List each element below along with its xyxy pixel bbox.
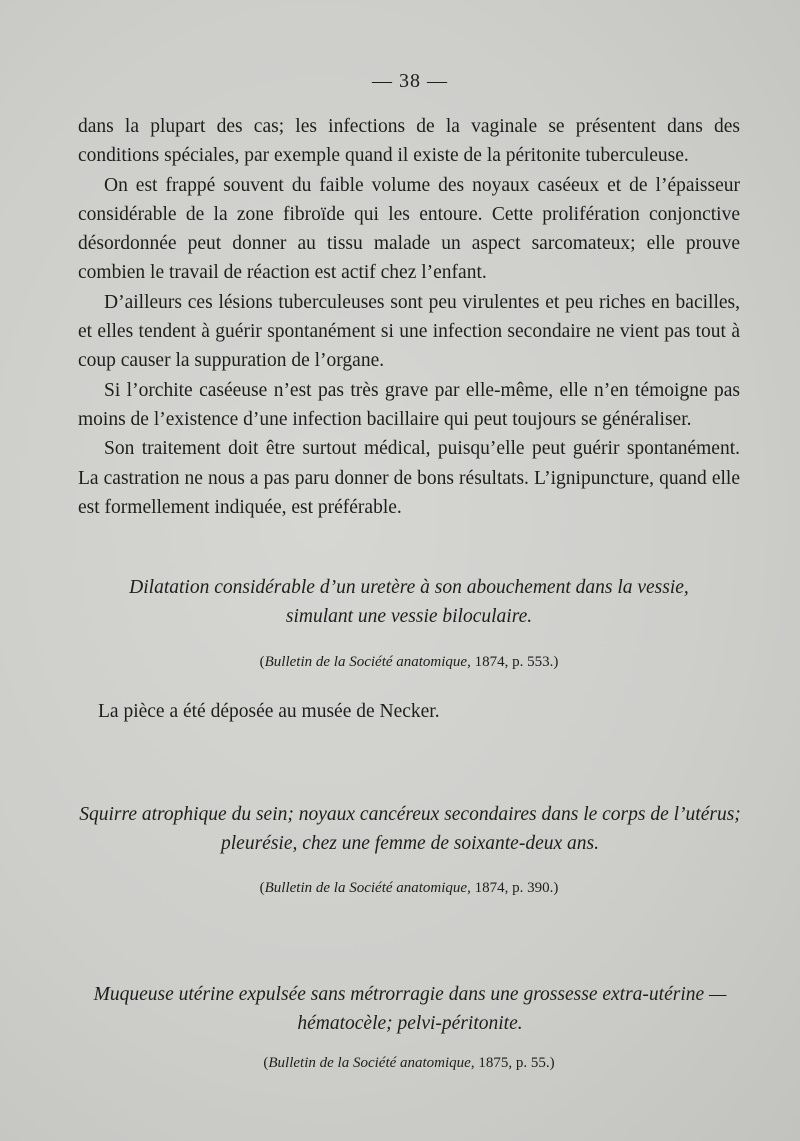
citation-2-open: ( [259, 880, 265, 896]
section-title-1 [78, 573, 740, 631]
citation-2-journal: Bulletin de la Société anatomique [264, 880, 468, 896]
paragraph-5: Son traitement doit être surtout médical, puisqu’elle peut guérir spontanément. La castration ne nous a pas paru donner de bons résultats. L’ignipuncture, quand elle est formellement indiquée, est préférable. [78, 438, 740, 518]
page-number: — 38 — [372, 70, 448, 92]
section-title-3 [72, 980, 748, 1038]
citation-2 [78, 880, 740, 897]
paragraph-4: Si l’orchite caséeuse n’est pas très grave par elle-même, elle n’en témoigne pas moins de l’existence d’une infection bacillaire qui peut toujours se généraliser. [78, 379, 740, 430]
section-title-2 [72, 800, 748, 858]
citation-2-rest: , 1874, p. 390.) [467, 880, 559, 896]
body-text [78, 112, 740, 522]
section-title-2-line-2: pleurésie, chez une femme de soixante-deux ans. [221, 833, 599, 854]
section-title-3-line-1: Muqueuse utérine expulsée sans métrorragie dans une grossesse extra-utérine — [93, 984, 727, 1005]
section-title-1-line-1: Dilatation considérable d’un uretère à son abouchement dans la vessie, [129, 577, 689, 598]
section-1-note: La pièce a été déposée au musée de Necker. [98, 701, 440, 722]
citation-1 [78, 654, 740, 671]
citation-3-journal: Bulletin de la Société anatomique [268, 1055, 471, 1071]
citation-1-journal: Bulletin de la Société anatomique [264, 654, 468, 670]
section-title-1-line-2: simulant une vessie biloculaire. [285, 606, 533, 627]
citation-1-rest: , 1874, p. 553.) [467, 654, 559, 670]
paragraph-1: dans la plupart des cas; les infections de la vaginale se présentent dans des conditions spéciales, par exemple quand il existe de la péritonite tuberculeuse. [78, 116, 740, 167]
section-title-2-line-1: Squirre atrophique du sein; noyaux cancéreux secondaires dans le corps de l’utérus; [79, 804, 741, 825]
citation-3-rest: , 1875, p. 55.) [470, 1055, 555, 1071]
citation-1-open: ( [259, 654, 265, 670]
citation-3-open: ( [263, 1055, 269, 1071]
paragraph-3: D’ailleurs ces lésions tuberculeuses sont peu virulentes et peu riches en bacilles, et elles tendent à guérir spontanément si une infection secondaire ne vient pas tout à coup causer la suppuration de l’organe. [78, 291, 740, 372]
citation-3 [78, 1055, 740, 1072]
section-title-3-line-2: hématocèle; pelvi-péritonite. [297, 1013, 523, 1034]
paragraph-2: On est frappé souvent du faible volume des noyaux caséeux et de l’épaisseur considérable de la zone fibroïde qui les entoure. Cette prolifération conjonctive désordonnée peut donner au tissu malade un aspect sarcomateux; elle prouve combien le travail de réaction est actif chez l’enfant. [78, 174, 740, 284]
